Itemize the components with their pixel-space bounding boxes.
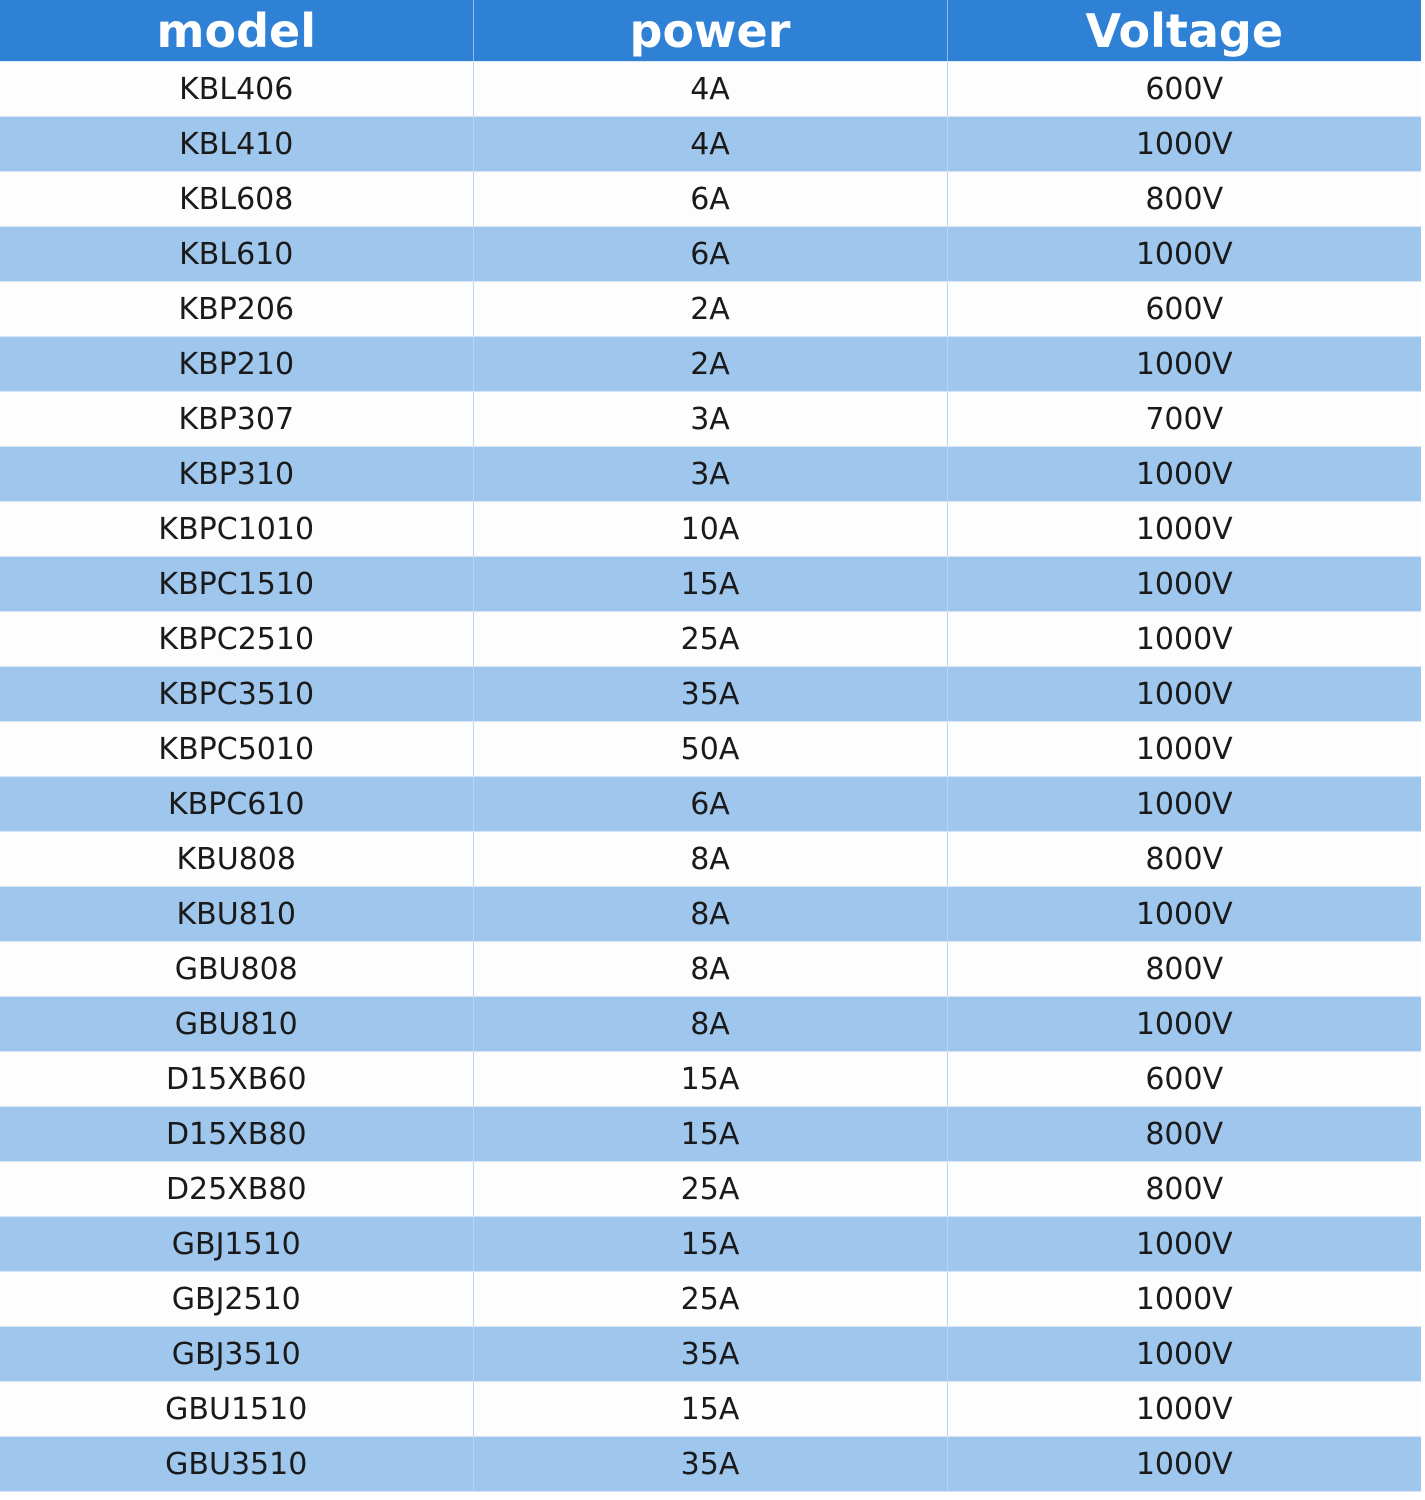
table-row [0,282,1421,337]
table-header-row [0,0,1421,62]
voltage-cell: 1000V [947,1272,1421,1327]
voltage-cell: 1000V [947,1382,1421,1437]
model-cell: D15XB60 [0,1052,473,1107]
voltage-cell: 600V [947,1052,1421,1107]
voltage-cell: 700V [947,392,1421,447]
column-header-power: power [473,0,947,62]
column-header-voltage: Voltage [947,0,1421,62]
power-cell: 6A [473,227,947,282]
power-cell: 15A [473,1107,947,1162]
power-cell: 15A [473,1052,947,1107]
table-row [0,832,1421,887]
power-cell: 3A [473,392,947,447]
power-cell: 8A [473,832,947,887]
voltage-cell: 800V [947,1107,1421,1162]
voltage-cell: 800V [947,832,1421,887]
power-cell: 6A [473,172,947,227]
model-cell: KBU810 [0,887,473,942]
model-cell: GBU810 [0,997,473,1052]
model-cell: KBP307 [0,392,473,447]
table-row [0,1217,1421,1272]
power-cell: 8A [473,887,947,942]
voltage-cell: 800V [947,172,1421,227]
model-cell: KBPC610 [0,777,473,832]
power-cell: 15A [473,557,947,612]
voltage-cell: 600V [947,282,1421,337]
voltage-cell: 1000V [947,997,1421,1052]
voltage-cell: 1000V [947,502,1421,557]
model-cell: GBU1510 [0,1382,473,1437]
voltage-cell: 800V [947,942,1421,997]
power-cell: 8A [473,942,947,997]
power-cell: 2A [473,337,947,392]
bottom-margin [0,1496,1425,1500]
power-cell: 15A [473,1217,947,1272]
voltage-cell: 1000V [947,612,1421,667]
table-row [0,337,1421,392]
table-row [0,62,1421,117]
voltage-cell: 1000V [947,1437,1421,1492]
power-cell: 35A [473,1327,947,1382]
voltage-cell: 1000V [947,777,1421,832]
table-row [0,942,1421,997]
power-cell: 25A [473,612,947,667]
table-row [0,1437,1421,1492]
table-row [0,1327,1421,1382]
model-cell: KBL406 [0,62,473,117]
voltage-cell: 1000V [947,667,1421,722]
voltage-cell: 1000V [947,117,1421,172]
model-cell: GBJ3510 [0,1327,473,1382]
model-cell: KBP206 [0,282,473,337]
power-cell: 4A [473,62,947,117]
table-row [0,722,1421,777]
model-cell: KBP310 [0,447,473,502]
voltage-cell: 1000V [947,557,1421,612]
voltage-cell: 800V [947,1162,1421,1217]
table-row [0,557,1421,612]
power-cell: 3A [473,447,947,502]
voltage-cell: 1000V [947,1217,1421,1272]
voltage-cell: 1000V [947,722,1421,777]
table-row [0,612,1421,667]
voltage-cell: 1000V [947,447,1421,502]
table-row [0,172,1421,227]
model-cell: KBU808 [0,832,473,887]
power-cell: 35A [473,1437,947,1492]
power-cell: 8A [473,997,947,1052]
voltage-cell: 1000V [947,227,1421,282]
table-row [0,227,1421,282]
voltage-cell: 1000V [947,337,1421,392]
table-row [0,392,1421,447]
model-cell: GBU808 [0,942,473,997]
power-cell: 25A [473,1272,947,1327]
power-cell: 2A [473,282,947,337]
table-row [0,1107,1421,1162]
model-cell: KBPC2510 [0,612,473,667]
table-row [0,1272,1421,1327]
table-row [0,447,1421,502]
model-cell: GBJ1510 [0,1217,473,1272]
table-row [0,117,1421,172]
table-row [0,502,1421,557]
power-cell: 10A [473,502,947,557]
power-cell: 4A [473,117,947,172]
table-row [0,1382,1421,1437]
power-cell: 50A [473,722,947,777]
table-row [0,777,1421,832]
power-cell: 6A [473,777,947,832]
model-cell: KBPC5010 [0,722,473,777]
model-cell: KBPC1010 [0,502,473,557]
model-cell: KBL410 [0,117,473,172]
model-cell: KBPC1510 [0,557,473,612]
model-cell: D15XB80 [0,1107,473,1162]
model-cell: D25XB80 [0,1162,473,1217]
model-cell: KBL608 [0,172,473,227]
model-cell: KBPC3510 [0,667,473,722]
model-cell: GBU3510 [0,1437,473,1492]
table-row [0,887,1421,942]
power-cell: 25A [473,1162,947,1217]
voltage-cell: 1000V [947,887,1421,942]
model-cell: GBJ2510 [0,1272,473,1327]
model-cell: KBP210 [0,337,473,392]
voltage-cell: 600V [947,62,1421,117]
table-row [0,1162,1421,1217]
table-row [0,667,1421,722]
column-header-model: model [0,0,473,62]
table-row [0,1052,1421,1107]
table-row [0,997,1421,1052]
power-cell: 15A [473,1382,947,1437]
model-cell: KBL610 [0,227,473,282]
table-body [0,62,1421,1492]
voltage-cell: 1000V [947,1327,1421,1382]
power-cell: 35A [473,667,947,722]
